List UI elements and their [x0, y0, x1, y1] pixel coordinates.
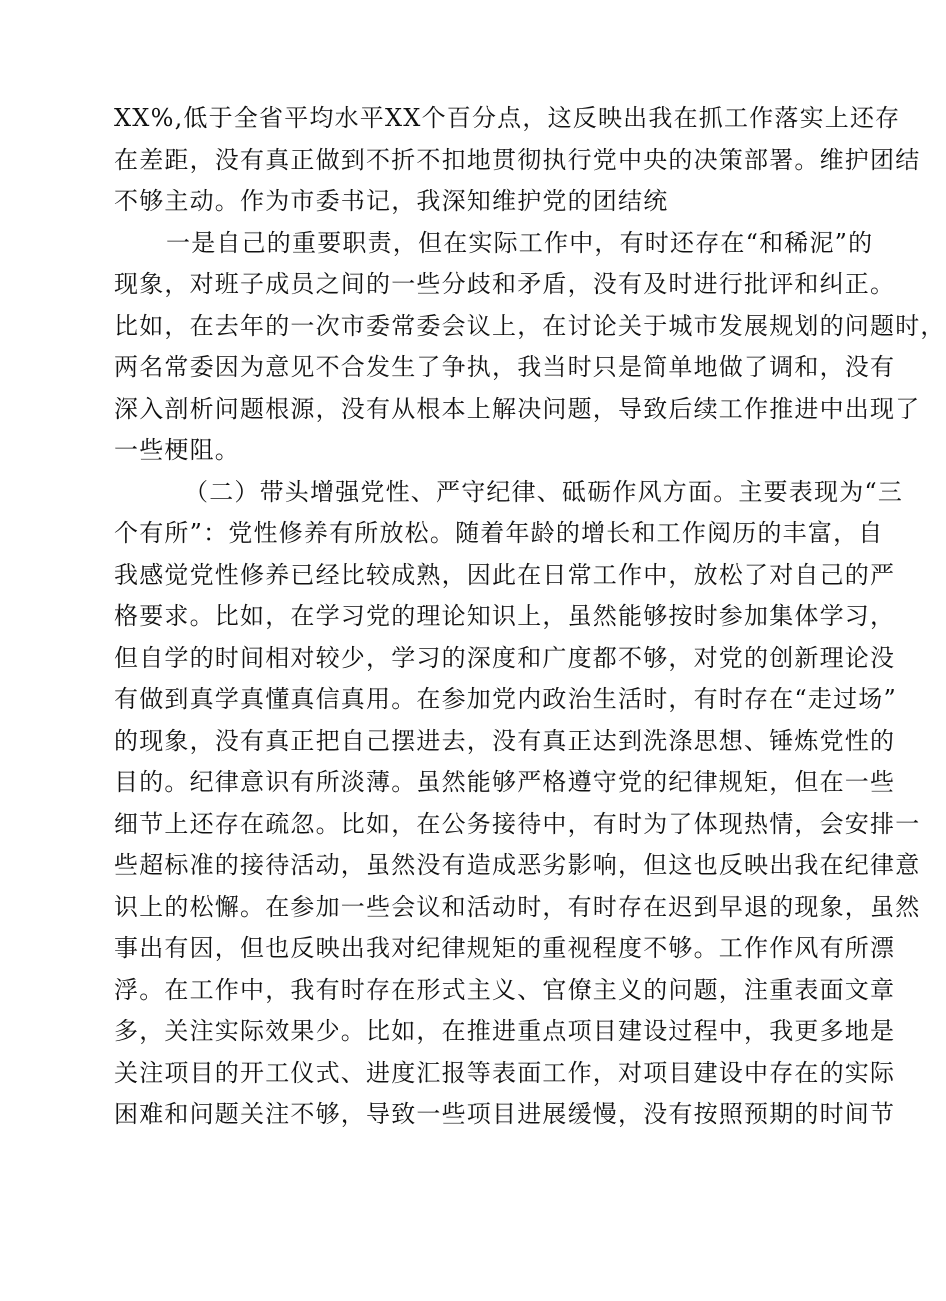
paragraph-1 [114, 98, 921, 223]
text-line: XX%,低于全省平均水平XX个百分点，这反映出我在抓工作落实上还存 [114, 104, 901, 132]
text-line: 细节上还存在疏忽。比如，在公务接待中，有时为了体现热情，会安排一 [114, 809, 921, 838]
text-line: 目的。纪律意识有所淡薄。虽然能够严格遵守党的纪律规矩，但在一些 [114, 768, 896, 796]
text-line: 但自学的时间相对较少，学习的深度和广度都不够，对党的创新理论没 [114, 643, 896, 672]
text-line: 事出有因，但也反映出我对纪律规矩的重视程度不够。工作作风有所漂 [114, 934, 896, 962]
text-line: 关注项目的开工仪式、进度汇报等表面工作，对项目建设中存在的实际 [114, 1058, 896, 1087]
text-line: 一些梗阻。 [114, 436, 240, 464]
text-line: 识上的松懈。在参加一些会议和活动时，有时存在迟到早退的现象，虽然 [114, 892, 921, 921]
text-line: 一是自己的重要职责，但在实际工作中，有时还存在“和稀泥”的 [166, 228, 874, 257]
text-line: 浮。在工作中，我有时存在形式主义、官僚主义的问题，注重表面文章 [114, 975, 896, 1004]
text-line: 比如，在去年的一次市委常委会议上，在讨论关于城市发展规划的问题时， [114, 311, 946, 340]
text-line: 困难和问题关注不够，导致一些项目进展缓慢，没有按照预期的时间节 [114, 1100, 896, 1128]
text-line: 个有所”：党性修养有所放松。随着年龄的增长和工作阅历的丰富，自 [114, 519, 884, 547]
text-line: 我感觉党性修养已经比较成熟，因此在日常工作中，放松了对自己的严 [114, 560, 896, 589]
text-line: （二）带头增强党性、严守纪律、砥砺作风方面。主要表现为“三 [184, 477, 904, 506]
paragraph-3 [114, 472, 921, 1136]
text-line: 格要求。比如，在学习党的理论知识上，虽然能够按时参加集体学习， [114, 602, 896, 630]
text-line: 在差距，没有真正做到不折不扣地贯彻执行党中央的决策部署。维护团结 [114, 145, 921, 174]
document-body [114, 98, 946, 1136]
text-line: 多，关注实际效果少。比如，在推进重点项目建设过程中，我更多地是 [114, 1017, 896, 1045]
text-line: 现象，对班子成员之间的一些分歧和矛盾，没有及时进行批评和纠正。 [114, 270, 896, 298]
text-line: 的现象，没有真正把自己摆进去，没有真正达到洗涤思想、锤炼党性的 [114, 726, 896, 755]
text-line: 不够主动。作为市委书记，我深知维护党的团结统 [114, 187, 669, 215]
text-line: 两名常委因为意见不合发生了争执，我当时只是简单地做了调和，没有 [114, 353, 896, 381]
text-line: 些超标准的接待活动，虽然没有造成恶劣影响，但这也反映出我在纪律意 [114, 851, 921, 879]
paragraph-2 [114, 223, 946, 472]
text-line: 有做到真学真懂真信真用。在参加党内政治生活时，有时存在“走过场” [114, 685, 897, 713]
text-line: 深入剖析问题根源，没有从根本上解决问题，导致后续工作推进中出现了 [114, 394, 921, 423]
